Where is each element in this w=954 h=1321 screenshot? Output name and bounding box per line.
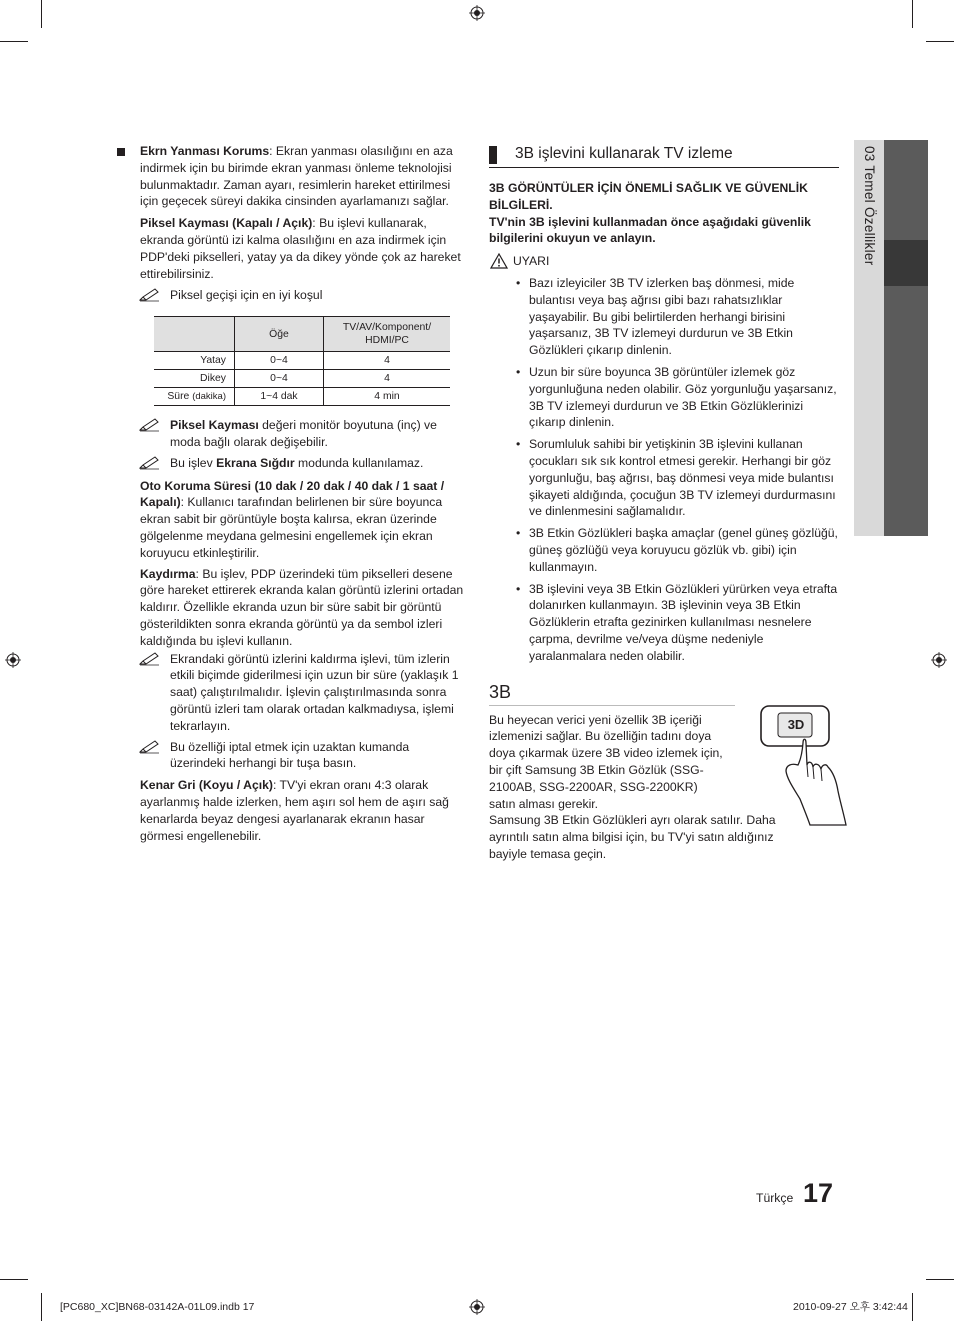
registration-mark-icon xyxy=(469,1299,485,1315)
kaydirma-title: Kaydırma xyxy=(140,566,196,581)
imprint-date: 2010-09-27 오후 3:42:44 xyxy=(793,1301,908,1313)
table-row xyxy=(154,388,450,406)
piksel-title: Piksel Kayması (Kapalı / Açık) xyxy=(140,216,313,231)
uyari-label-row xyxy=(489,253,839,270)
warning-triangle-icon xyxy=(490,253,508,269)
note-3-pre: Bu işlev xyxy=(170,455,217,470)
note-3-post: modunda kullanılamaz. xyxy=(294,455,424,470)
kenar-text: : TV'yi ekran oranı 4:3 olarak ayarlanmış halde izlerken, hem aşırı sol hem de aşırı sağ kenarlarda beyaz dengesi ayarlanarak ekranın hasar görmesi engellenebilir. xyxy=(140,778,449,843)
list-item: • Uzun bir süre boyunca 3B görüntüler izlemek göz yorgunluğuna neden olabilir. Göz yorgunluğu yaşarsanız, 3B TV izlemeyi durdurun ve 3B Etkin Gözlüklerinizi çıkarıp dinlenin. xyxy=(529,364,839,431)
table-header-cell xyxy=(154,317,235,352)
row-label: Dikey xyxy=(200,373,226,385)
crop-mark xyxy=(926,1279,954,1280)
ekrn-paragraph xyxy=(117,143,467,210)
pencil-note-icon xyxy=(139,740,161,754)
table-cell: 0~4 xyxy=(235,352,324,370)
3d-button-label: 3D xyxy=(787,717,805,732)
table-cell: 1~4 dak xyxy=(235,388,324,406)
table-cell-label xyxy=(154,352,235,370)
ekrn-title: Ekrn Yanması Korums xyxy=(140,144,270,158)
footer-language: Türkçe xyxy=(756,1191,794,1205)
registration-mark-icon xyxy=(5,652,21,668)
crop-mark xyxy=(912,1293,913,1321)
table-row xyxy=(154,352,450,370)
3b-paragraph-1: Bu heyecan verici yeni özellik 3B içeriği izlemenizi sağlar. Bu özelliğin tadını doya doya çıkarmak üzere 3B video izlemek için, bir çift Samsung 3B Etkin Gözlük (SSG-2100AB, SSG-2200AR, SSG-2200KR) satın alması gerekir. xyxy=(489,712,723,811)
registration-mark-icon xyxy=(469,5,485,21)
section-heading xyxy=(489,143,839,168)
crop-mark xyxy=(41,0,42,28)
table-header-cell: Öğe xyxy=(235,317,324,352)
oto-title: Oto Koruma Süresi (10 dak / 20 dak / 40 dak / 1 saat / Kapalı) xyxy=(140,478,445,510)
warning-list xyxy=(489,275,839,665)
crop-mark xyxy=(912,0,913,28)
imprint-file: [PC680_XC]BN68-03142A-01L09.indb 17 xyxy=(60,1301,255,1313)
row-label: Süre xyxy=(167,391,190,403)
crop-mark xyxy=(0,41,28,42)
pencil-note-icon xyxy=(139,456,161,470)
note-1 xyxy=(117,287,467,304)
table-row xyxy=(154,370,450,388)
table-cell: 4 xyxy=(324,352,451,370)
table-cell-label xyxy=(154,370,235,388)
note-1-text: Piksel geçişi için en iyi koşul xyxy=(170,288,323,303)
oto-text: : Kullanıcı tarafından belirlenen bir süre boyunca ekran sabit bir görüntüyle boşta kalırsa, ekran üzerinde gölgelenme meydana gelmesini engellemek için ekran koruyucu etkinleştirilir. xyxy=(140,495,443,560)
table-cell: 0~4 xyxy=(235,370,324,388)
note-5 xyxy=(117,739,467,773)
row-label: Yatay xyxy=(200,355,226,367)
ekrn-text: : Ekran yanması olasılığını en aza indirmek için bu birimde ekran yanması önleme teknolojisi bulunmaktadır. Zaman ayarı, resimlerin hareket ettirilmesi için geçecek süreyi dakika cinsinden ayarlamanızı sağlar. xyxy=(140,144,453,209)
crop-mark xyxy=(0,1279,28,1280)
square-bullet-icon xyxy=(117,148,125,156)
pencil-note-icon xyxy=(139,652,161,666)
note-2-bold: Piksel Kayması xyxy=(170,418,259,433)
uyari-label: UYARI xyxy=(513,254,550,269)
kenar-title: Kenar Gri (Koyu / Açık) xyxy=(140,778,273,793)
list-item: • Bazı izleyiciler 3B TV izlerken baş dönmesi, mide bulantısı veya baş ağrısı gibi bazı rahatsızlıklar yaşayabilir. Bu gibi belirtilerden herhangi birisini yaşarsanız, 3B TV izlemeyi durdurun ve 3B Etkin Gözlükleri çıkarıp dinlenin. xyxy=(529,275,839,359)
note-2 xyxy=(117,417,467,451)
pencil-note-icon xyxy=(139,418,161,432)
note-3-bold: Ekrana Sığdır xyxy=(216,455,295,470)
table-cell-label xyxy=(154,388,235,406)
chapter-tab-dark xyxy=(884,140,928,536)
list-item: • 3B işlevini veya 3B Etkin Gözlükleri yürürken veya etrafta dolanırken kullanmayın. 3B işlevinin veya 3B Etkin Gözlüklerin etrafta gezinirken kullanılması nesnelere çarpma, devrilme ve/veya düşme nedeniyle yaralanmalara neden olabilir. xyxy=(529,581,839,665)
list-item: • Sorumluluk sahibi bir yetişkinin 3B işlevini kullanan çocukları sık sık kontrol etmesi gerekir. Herhangi bir göz yorgunluğu, baş ağrısı, baş dönmesi veya mide bulantısı şikayeti aldığında, çocuğun 3B TV izlemeyi durdurmasını ve dinlenmesini sağlamalıdır. xyxy=(529,436,839,520)
note-4 xyxy=(117,651,467,735)
oto-paragraph xyxy=(117,478,467,562)
kaydirma-text: : Bu işlev, PDP üzerindeki tüm pikselleri desene göre hareket ettirerek ekranda kalan görüntü izlerini ortadan kaldırır. Özellikle ekranda uzun bir süre sabit bir görüntü gösterildikten sonra ekranda görüntü ya da sembol izleri kaldığında bu işlevi kullanın. xyxy=(140,566,464,648)
note-3 xyxy=(117,455,467,472)
ekrn-section xyxy=(117,143,467,210)
row-unit: (dakika) xyxy=(192,391,226,403)
table-header-cell: TV/AV/Komponent/ HDMI/PC xyxy=(324,317,451,352)
chapter-tab-marker xyxy=(884,240,928,286)
subsection-heading-3b: 3B xyxy=(489,679,735,706)
piksel-text: : Bu işlevi kullanarak, ekranda görüntü izi kalma olasılığını en aza indirmek için PDP'deki pikselleri, yatay ya da dikey yönde çok az hareket ettirebilirsiniz. xyxy=(140,216,461,281)
table-header-row xyxy=(154,317,450,352)
list-item: • 3B Etkin Gözlükleri başka amaçlar (genel güneş gözlüğü, güneş gözlüğü veya koruyucu gözlük vb. gibi) için kullanmayın. xyxy=(529,525,839,575)
warning-subheading: TV'nin 3B işlevini kullanmadan önce aşağıdaki güvenlik bilgilerini okuyun ve anlayın. xyxy=(489,214,811,246)
pixel-shift-table xyxy=(154,316,450,406)
section-title: 3B işlevini kullanarak TV izleme xyxy=(515,145,733,162)
kenar-paragraph xyxy=(117,777,467,844)
left-column xyxy=(117,143,467,844)
registration-mark-icon xyxy=(931,652,947,668)
crop-mark xyxy=(41,1293,42,1321)
note-5-text: Bu özelliği iptal etmek için uzaktan kumanda üzerindeki herhangi bir tuşa basın. xyxy=(170,739,410,771)
note-2-text: değeri monitör boyutuna (inç) ve moda bağlı olarak değişebilir. xyxy=(170,418,437,449)
chapter-tab-label: 03 Temel Özellikler xyxy=(862,146,877,266)
kaydirma-paragraph xyxy=(117,566,467,650)
pencil-note-icon xyxy=(139,288,161,302)
warning-heading: 3B GÖRÜNTÜLER İÇİN ÖNEMLİ SAĞLIK VE GÜVENLİK BİLGİLERİ. xyxy=(489,181,808,212)
note-4-text: Ekrandaki görüntü izlerini kaldırma işlevi, tüm izlerin etkili biçimde giderilmesi için uzun bir süre (yaklaşık 1 saat) çalıştırılmalıdır. İşlevin çalıştırılmasında sonra görüntü izleri tam olarak ortadan kalkmadıysa, işlemi tekrarlayın. xyxy=(170,651,459,733)
page-number: 17 xyxy=(803,1178,834,1208)
heading-bar xyxy=(489,146,497,164)
table-cell: 4 min xyxy=(324,388,451,406)
3b-paragraph-2: Samsung 3B Etkin Gözlükleri ayrı olarak satılır. Daha ayrıntılı satın alma bilgisi için, bu TV'yi satın aldığınız bayiyle temasa geçin. xyxy=(489,813,776,861)
crop-mark xyxy=(926,41,954,42)
table-cell: 4 xyxy=(324,370,451,388)
piksel-paragraph xyxy=(117,215,467,282)
